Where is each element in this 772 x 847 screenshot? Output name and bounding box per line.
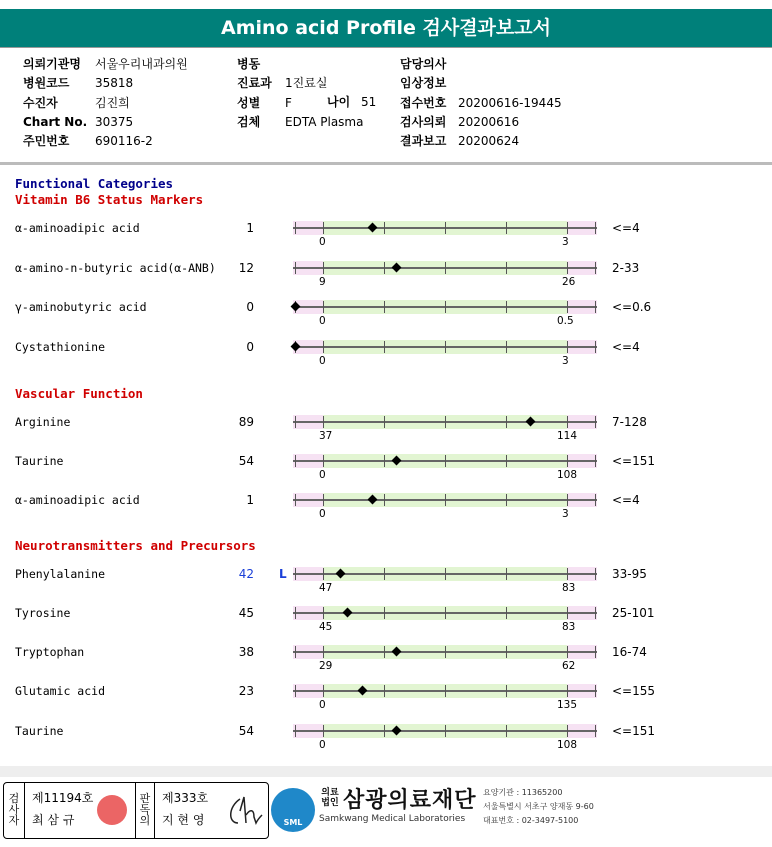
analyte-name: Cystathionine bbox=[15, 340, 106, 354]
range-bar-tick bbox=[323, 646, 324, 658]
header-field-value: 서울우리내과의원 bbox=[95, 57, 188, 71]
sml-logo-icon: SML bbox=[271, 788, 315, 832]
analyte-name: α-aminoadipic acid bbox=[15, 493, 140, 507]
analyte-value: 0 bbox=[246, 340, 254, 354]
normal-low-label: 45 bbox=[319, 621, 333, 633]
range-bar-tick bbox=[595, 301, 596, 313]
range-bar bbox=[293, 221, 597, 235]
range-bar-tick bbox=[595, 222, 596, 234]
header-field-value: 김진희 bbox=[95, 95, 130, 110]
header-field bbox=[237, 113, 363, 132]
normal-low-label: 0 bbox=[319, 315, 326, 327]
header-divider bbox=[0, 162, 772, 165]
header-field-value: 20200624 bbox=[458, 134, 520, 149]
analyte-value: 45 bbox=[238, 606, 254, 620]
reference-range: <=155 bbox=[612, 684, 656, 698]
reference-range: 16-74 bbox=[612, 645, 647, 659]
range-bar-tick bbox=[506, 341, 507, 353]
analyte-name: Arginine bbox=[15, 415, 71, 429]
range-bar-tick bbox=[323, 301, 324, 313]
analyte-value: 38 bbox=[238, 645, 254, 659]
analyte-name: α-amino-n-butyric acid(α-ANB) bbox=[15, 261, 216, 275]
range-bar-tick bbox=[384, 646, 385, 658]
range-bar-tick bbox=[506, 494, 507, 506]
range-bar-tick bbox=[295, 685, 296, 697]
org-address: 서울특별시 서초구 양재동 9-60 bbox=[483, 802, 594, 811]
normal-high-label: 3 bbox=[562, 236, 569, 248]
analyte-value: 54 bbox=[238, 454, 254, 468]
analyte-name: Tyrosine bbox=[15, 606, 71, 620]
range-bar bbox=[293, 340, 597, 354]
range-bar-tick bbox=[567, 725, 568, 737]
header-field bbox=[23, 55, 188, 74]
reviewer-name: 지 현 영 bbox=[162, 813, 205, 827]
header-field-label: 의뢰기관명 bbox=[23, 57, 81, 71]
normal-high-label: 0.5 bbox=[557, 315, 574, 327]
header-field-label: 수진자 bbox=[23, 95, 58, 110]
range-bar-tick bbox=[384, 301, 385, 313]
range-bar-tick bbox=[384, 607, 385, 619]
range-bar-tick bbox=[567, 685, 568, 697]
header-field bbox=[237, 94, 292, 113]
analyte-value: 1 bbox=[246, 221, 254, 235]
range-bar-tick bbox=[595, 685, 596, 697]
examiner-label: 검사자 bbox=[8, 792, 20, 827]
reference-range: 7-128 bbox=[612, 415, 647, 429]
range-bar bbox=[293, 567, 597, 581]
range-bar-tick bbox=[567, 262, 568, 274]
range-bar-tick bbox=[384, 568, 385, 580]
analyte-name: Taurine bbox=[15, 454, 64, 468]
header-field-label: 검사의뢰 bbox=[400, 114, 447, 129]
section-neurotransmitters: Neurotransmitters and Precursors bbox=[15, 538, 256, 553]
range-bar-tick bbox=[445, 222, 446, 234]
range-bar-tick bbox=[295, 725, 296, 737]
header-field-label: 접수번호 bbox=[400, 95, 447, 110]
range-bar-tick bbox=[506, 607, 507, 619]
title-divider bbox=[0, 47, 772, 48]
header-field-value: 690116-2 bbox=[95, 134, 153, 149]
normal-low-label: 0 bbox=[319, 236, 326, 248]
range-bar-tick bbox=[384, 455, 385, 467]
range-bar bbox=[293, 493, 597, 507]
range-bar-tick bbox=[445, 568, 446, 580]
range-bar-tick bbox=[506, 725, 507, 737]
range-bar-tick bbox=[445, 725, 446, 737]
range-bar-tick bbox=[384, 262, 385, 274]
section-vascular-function: Vascular Function bbox=[15, 386, 143, 401]
header-field bbox=[23, 132, 153, 151]
range-bar-tick bbox=[595, 568, 596, 580]
range-bar-tick bbox=[506, 301, 507, 313]
range-bar bbox=[293, 454, 597, 468]
header-field bbox=[400, 132, 519, 151]
range-bar-tick bbox=[445, 455, 446, 467]
range-bar-tick bbox=[384, 341, 385, 353]
normal-high-label: 3 bbox=[562, 508, 569, 520]
normal-low-label: 37 bbox=[319, 430, 333, 442]
range-bar-tick bbox=[506, 568, 507, 580]
range-bar-tick bbox=[445, 262, 446, 274]
range-bar-tick bbox=[567, 607, 568, 619]
header-field-label: 결과보고 bbox=[400, 134, 447, 149]
range-bar-tick bbox=[323, 568, 324, 580]
range-bar-tick bbox=[567, 494, 568, 506]
range-bar-tick bbox=[445, 341, 446, 353]
analyte-name: Glutamic acid bbox=[15, 684, 106, 698]
org-english-name: Samkwang Medical Laboratories bbox=[319, 814, 466, 824]
normal-low-label: 0 bbox=[319, 355, 326, 367]
report-title: Amino acid Profile 검사결과보고서 bbox=[0, 9, 772, 47]
normal-low-label: 0 bbox=[319, 469, 326, 481]
normal-low-label: 9 bbox=[319, 276, 326, 288]
range-bar-tick bbox=[295, 568, 296, 580]
analyte-value: 0 bbox=[246, 300, 254, 314]
range-bar-tick bbox=[506, 646, 507, 658]
range-bar-tick bbox=[506, 222, 507, 234]
reference-range: 2-33 bbox=[612, 261, 640, 275]
header-field-value: 20200616 bbox=[458, 114, 520, 129]
header-field-label: 진료과 bbox=[237, 76, 272, 91]
reviewer-label: 판독의 bbox=[139, 792, 151, 827]
range-bar-tick bbox=[323, 494, 324, 506]
analyte-name: Tryptophan bbox=[15, 645, 85, 659]
reference-range: <=0.6 bbox=[612, 300, 652, 314]
range-bar-tick bbox=[295, 455, 296, 467]
header-field bbox=[237, 55, 285, 74]
range-bar bbox=[293, 300, 597, 314]
range-bar bbox=[293, 606, 597, 620]
header-field-label: 검체 bbox=[237, 114, 261, 129]
analyte-value: 89 bbox=[238, 415, 254, 429]
reviewer-license: 제333호 bbox=[162, 791, 209, 805]
normal-high-label: 108 bbox=[557, 469, 578, 481]
red-seal-stamp bbox=[97, 795, 127, 825]
range-bar-tick bbox=[506, 416, 507, 428]
header-field-label: 임상정보 bbox=[400, 76, 447, 91]
header-field bbox=[400, 55, 458, 74]
range-bar-tick bbox=[323, 685, 324, 697]
reference-range: <=4 bbox=[612, 340, 640, 354]
range-bar-tick bbox=[445, 685, 446, 697]
reference-range: <=151 bbox=[612, 454, 656, 468]
org-phone: 대표번호 : 02-3497-5100 bbox=[483, 816, 579, 825]
range-bar-tick bbox=[445, 607, 446, 619]
normal-high-label: 108 bbox=[557, 739, 578, 751]
reference-range: <=4 bbox=[612, 221, 640, 235]
analyte-name: Phenylalanine bbox=[15, 567, 106, 581]
range-bar-tick bbox=[323, 416, 324, 428]
range-bar-tick bbox=[295, 646, 296, 658]
header-field-label: 병원코드 bbox=[23, 76, 70, 91]
range-bar-tick bbox=[567, 455, 568, 467]
range-bar-tick bbox=[295, 262, 296, 274]
analyte-name: γ-aminobutyric acid bbox=[15, 300, 147, 314]
section-functional-categories: Functional Categories bbox=[15, 176, 174, 191]
range-bar-tick bbox=[567, 646, 568, 658]
normal-high-label: 114 bbox=[557, 430, 578, 442]
range-bar-tick bbox=[445, 416, 446, 428]
range-bar-tick bbox=[323, 222, 324, 234]
range-bar-tick bbox=[595, 494, 596, 506]
analyte-name: α-aminoadipic acid bbox=[15, 221, 140, 235]
header-field-value: 20200616-19445 bbox=[458, 95, 562, 110]
normal-high-label: 83 bbox=[562, 582, 576, 594]
header-field-value: 1진료실 bbox=[285, 76, 328, 91]
header-field bbox=[23, 113, 133, 132]
range-bar-tick bbox=[384, 685, 385, 697]
range-bar-tick bbox=[323, 455, 324, 467]
normal-low-label: 0 bbox=[319, 739, 326, 751]
analyte-value: 42 bbox=[238, 567, 254, 581]
analyte-flag: L bbox=[279, 567, 287, 581]
range-bar-tick bbox=[445, 301, 446, 313]
header-field-value: EDTA Plasma bbox=[285, 114, 364, 129]
header-field-label: 병동 bbox=[237, 57, 261, 71]
org-name: 삼광의료재단 bbox=[343, 788, 477, 813]
range-bar-tick bbox=[295, 494, 296, 506]
range-bar-tick bbox=[567, 416, 568, 428]
analyte-value: 1 bbox=[246, 493, 254, 507]
range-bar-tick bbox=[595, 455, 596, 467]
normal-high-label: 3 bbox=[562, 355, 569, 367]
normal-high-label: 83 bbox=[562, 621, 576, 633]
normal-low-label: 0 bbox=[319, 508, 326, 520]
normal-low-label: 29 bbox=[319, 660, 333, 672]
reference-range: 25-101 bbox=[612, 606, 655, 620]
section-vitamin-b6: Vitamin B6 Status Markers bbox=[15, 192, 204, 207]
header-field bbox=[23, 94, 130, 113]
range-bar-tick bbox=[567, 301, 568, 313]
header-field-label: Chart No. bbox=[23, 114, 88, 129]
analyte-value: 54 bbox=[238, 724, 254, 738]
normal-low-label: 47 bbox=[319, 582, 333, 594]
header-field bbox=[400, 113, 519, 132]
normal-low-label: 0 bbox=[319, 699, 326, 711]
range-bar bbox=[293, 645, 597, 659]
org-type: 의료법인 bbox=[321, 788, 339, 808]
range-bar-tick bbox=[445, 646, 446, 658]
range-bar bbox=[293, 415, 597, 429]
range-bar bbox=[293, 684, 597, 698]
signature-box bbox=[3, 782, 269, 839]
header-field-value: 35818 bbox=[95, 76, 134, 91]
range-bar-tick bbox=[595, 725, 596, 737]
range-bar-tick bbox=[384, 725, 385, 737]
range-bar-tick bbox=[595, 341, 596, 353]
range-bar-tick bbox=[384, 416, 385, 428]
reference-range: <=151 bbox=[612, 724, 656, 738]
reference-range: <=4 bbox=[612, 493, 640, 507]
analyte-name: Taurine bbox=[15, 724, 64, 738]
header-field bbox=[237, 74, 327, 93]
range-bar-tick bbox=[567, 568, 568, 580]
age-field: 나이 51 bbox=[327, 95, 377, 109]
normal-high-label: 62 bbox=[562, 660, 576, 672]
header-field-label: 주민번호 bbox=[23, 134, 70, 149]
reference-range: 33-95 bbox=[612, 567, 647, 581]
analyte-value: 12 bbox=[238, 261, 254, 275]
range-bar-tick bbox=[323, 262, 324, 274]
range-bar-tick bbox=[295, 607, 296, 619]
header-field-value: 30375 bbox=[95, 114, 134, 129]
signature-mark bbox=[224, 793, 264, 829]
range-bar-tick bbox=[384, 222, 385, 234]
range-bar-tick bbox=[567, 341, 568, 353]
normal-high-label: 26 bbox=[562, 276, 576, 288]
header-field-label: 성별 bbox=[237, 95, 261, 110]
range-bar-tick bbox=[323, 607, 324, 619]
examiner-license: 제11194호 bbox=[32, 791, 94, 805]
range-bar-tick bbox=[323, 725, 324, 737]
range-bar-tick bbox=[295, 416, 296, 428]
header-field bbox=[23, 74, 133, 93]
range-bar bbox=[293, 724, 597, 738]
range-bar-tick bbox=[595, 646, 596, 658]
footer-divider bbox=[0, 766, 772, 777]
range-bar-tick bbox=[595, 262, 596, 274]
analyte-value: 23 bbox=[238, 684, 254, 698]
normal-high-label: 135 bbox=[557, 699, 578, 711]
range-bar-tick bbox=[506, 685, 507, 697]
range-bar-tick bbox=[384, 494, 385, 506]
examiner-name: 최 삼 규 bbox=[32, 813, 75, 827]
header-field bbox=[400, 94, 562, 113]
range-bar-tick bbox=[506, 455, 507, 467]
range-bar-tick bbox=[595, 607, 596, 619]
org-code: 요양기관 : 11365200 bbox=[483, 788, 563, 797]
range-bar-tick bbox=[323, 341, 324, 353]
range-bar bbox=[293, 261, 597, 275]
range-bar-tick bbox=[295, 222, 296, 234]
range-bar-tick bbox=[506, 262, 507, 274]
header-field bbox=[400, 74, 458, 93]
header-field-label: 담당의사 bbox=[400, 57, 447, 71]
range-bar-tick bbox=[567, 222, 568, 234]
header-field-value: F bbox=[285, 95, 292, 110]
range-bar-tick bbox=[595, 416, 596, 428]
range-bar-tick bbox=[445, 494, 446, 506]
